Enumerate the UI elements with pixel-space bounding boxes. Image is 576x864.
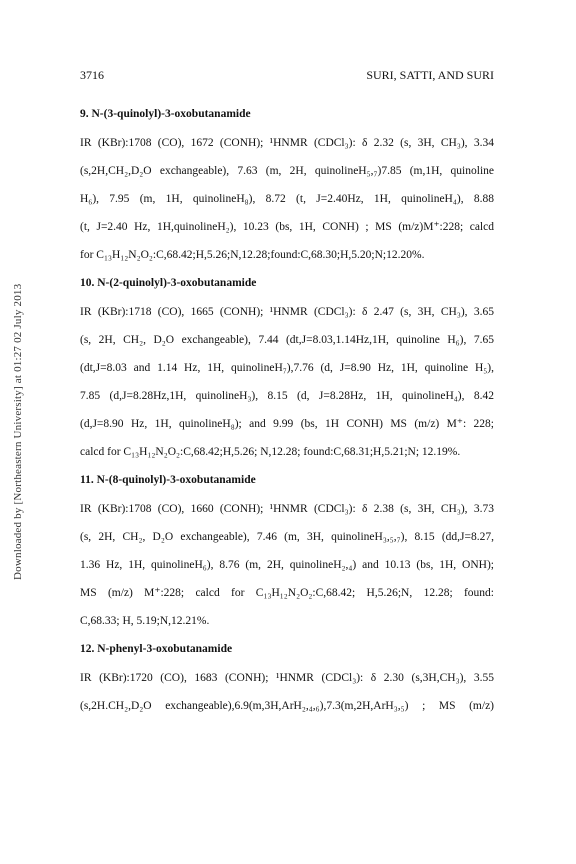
- text-line: calcd for C₁₃H₁₂N₂O₂:C,68.42;H,5.26; N,12.28; found:C,68.31;H,5.21;N; 12.19%.: [80, 446, 461, 458]
- compound-section: [80, 272, 494, 466]
- download-watermark: Downloaded by [Northeastern University] at 01:27 02 July 2013: [12, 283, 24, 581]
- text-line: (s,2H,CH₂,D₂O exchangeable), 7.63 (m, 2H, quinolineH₅,₇)7.85 (m,1H, quinoline: [80, 165, 494, 177]
- text-line: (s,2H.CH₂,D₂O exchangeable),6.9(m,3H,ArH₂,₄,₆),7.3(m,2H,ArH₃,₅) ; MS (m/z): [80, 700, 494, 712]
- page-number: 3716: [80, 68, 104, 82]
- text-line: MS (m/z) M⁺:228; calcd for C₁₃H₁₂N₂O₂:C,68.42; H,5.26;N, 12.28; found:: [80, 587, 494, 599]
- text-line: H₆), 7.95 (m, 1H, quinolineH₈), 8.72 (t, J=2.40Hz, 1H, quinolineH₄), 8.88: [80, 193, 494, 205]
- text-line: for C₁₃H₁₂N₂O₂:C,68.42;H,5.26;N,12.28;found:C,68.30;H,5.20;N;12.20%.: [80, 249, 425, 261]
- compound-data-paragraph: [80, 664, 494, 720]
- compound-section: [80, 638, 494, 720]
- compound-section: [80, 103, 494, 269]
- compound-title: 12. N-phenyl-3-oxobutanamide: [80, 643, 233, 655]
- text-line: IR (KBr):1708 (CO), 1672 (CONH); ¹HNMR (CDCl₃): δ 2.32 (s, 3H, CH₃), 3.34: [80, 137, 494, 149]
- compound-title: 9. N-(3-quinolyl)-3-oxobutanamide: [80, 108, 251, 120]
- text-line: (d,J=8.90 Hz, 1H, quinolineH₈); and 9.99 (bs, 1H CONH) MS (m/z) M⁺: 228;: [80, 418, 494, 430]
- running-head-authors: SURI, SATTI, AND SURI: [366, 68, 494, 82]
- text-line: (s, 2H, CH₂, D₂O exchangeable), 7.46 (m, 3H, quinolineH₃,₅,₇), 8.15 (dd,J=8.27,: [80, 531, 494, 543]
- compound-data-paragraph: [80, 298, 494, 466]
- page-header: [80, 68, 494, 83]
- text-line: (s, 2H, CH₂, D₂O exchangeable), 7.44 (dt,J=8.03,1.14Hz,1H, quinoline H₆), 7.65: [80, 334, 494, 346]
- text-line: (t, J=2.40 Hz, 1H,quinolineH₂), 10.23 (bs, 1H, CONH) ; MS (m/z)M⁺:228; calcd: [80, 221, 494, 233]
- text-line: (dt,J=8.03 and 1.14 Hz, 1H, quinolineH₇),7.76 (d, J=8.90 Hz, 1H, quinoline H₅),: [80, 362, 494, 374]
- text-line: IR (KBr):1718 (CO), 1665 (CONH); ¹HNMR (CDCl₃): δ 2.47 (s, 3H, CH₃), 3.65: [80, 306, 494, 318]
- compound-title: 11. N-(8-quinolyl)-3-oxobutanamide: [80, 474, 256, 486]
- text-line: IR (KBr):1708 (CO), 1660 (CONH); ¹HNMR (CDCl₃): δ 2.38 (s, 3H, CH₃), 3.73: [80, 503, 494, 515]
- text-line: IR (KBr):1720 (CO), 1683 (CONH); ¹HNMR (CDCl₃): δ 2.30 (s,3H,CH₃), 3.55: [80, 672, 494, 684]
- text-line: 1.36 Hz, 1H, quinolineH₆), 8.76 (m, 2H, quinolineH₂,₄) and 10.13 (bs, 1H, ONH);: [80, 559, 494, 571]
- compound-title: 10. N-(2-quinolyl)-3-oxobutanamide: [80, 277, 257, 289]
- article-body: [80, 103, 494, 723]
- text-line: C,68.33; H, 5.19;N,12.21%.: [80, 615, 210, 627]
- compound-data-paragraph: [80, 129, 494, 269]
- compound-data-paragraph: [80, 495, 494, 635]
- text-line: 7.85 (d,J=8.28Hz,1H, quinolineH₃), 8.15 (d, J=8.28Hz, 1H, quinolineH₄), 8.42: [80, 390, 494, 402]
- compound-section: [80, 469, 494, 635]
